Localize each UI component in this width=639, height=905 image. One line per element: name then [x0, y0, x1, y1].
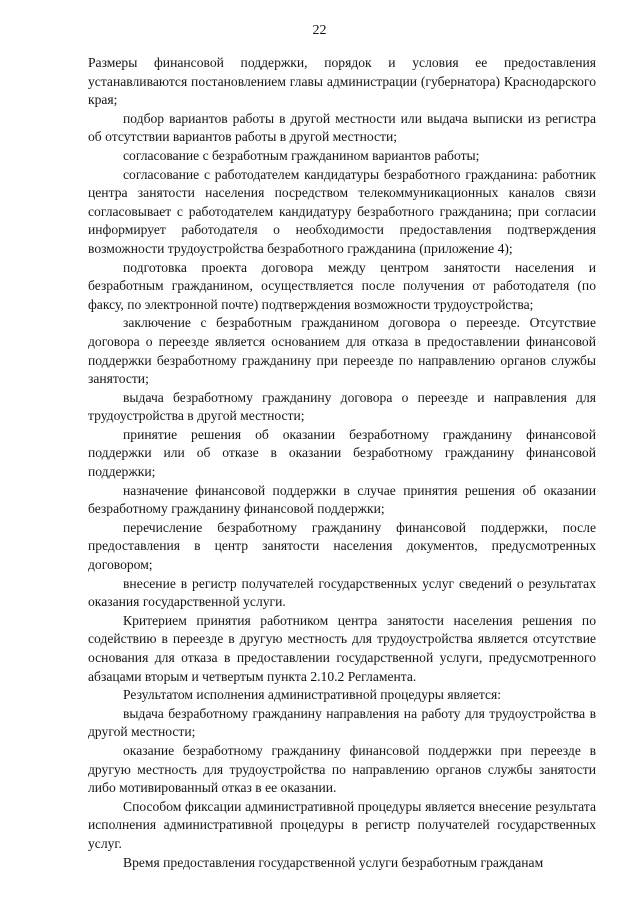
paragraph: Критерием принятия работником центра занятости населения решения по содействию в переезде в другую местность для трудоустройства является отсутствие основания для отказа в предоставлении государственной услуги, предусмотренного абзацами вторым и четвертым пункта 2.10.2 Регламента.	[88, 612, 596, 684]
paragraph: Результатом исполнения административной процедуры является:	[123, 687, 502, 703]
paragraph: выдача безработному гражданину направления на работу для трудоустройства в другой местности;	[88, 705, 596, 740]
paragraph: подбор вариантов работы в другой местности или выдача выписки из регистра об отсутствии вариантов работы в другой местности;	[88, 110, 596, 145]
paragraph: Время предоставления государственной услуги безработным гражданам	[123, 854, 544, 870]
paragraph: оказание безработному гражданину финансовой поддержки при переезде в другую местность для трудоустройства по направлению органов службы занятости либо мотивированный отказ в ее оказании.	[88, 742, 596, 796]
paragraph: подготовка проекта договора между центром занятости населения и безработным гражданином, осуществляется после получения от работодателя (по факсу, по электронной почте) подтверждения возможности трудоустройства;	[88, 259, 596, 312]
paragraph: Способом фиксации административной процедуры является внесение результата исполнения административной процедуры в регистр получателей государственных услуг.	[88, 798, 596, 851]
document-body	[88, 54, 596, 872]
paragraph: назначение финансовой поддержки в случае принятия решения об оказании безработному гражданину финансовой поддержки;	[88, 482, 596, 517]
page-number: 22	[312, 23, 327, 38]
paragraph: внесение в регистр получателей государственных услуг сведений о результатах оказания государственной услуги.	[88, 575, 596, 610]
paragraph: согласование с безработным гражданином вариантов работы;	[123, 147, 480, 163]
paragraph: заключение с безработным гражданином договора о переезде. Отсутствие договора о переезде является основанием для отказа в предоставлении финансовой поддержки безработному гражданину при переезде по направлению органов службы занятости;	[88, 315, 596, 387]
paragraph: Размеры финансовой поддержки, порядок и условия ее предоставления устанавливаются постановлением главы администрации (губернатора) Краснодарского края;	[88, 55, 596, 108]
paragraph: принятие решения об оказании безработному гражданину финансовой поддержки или об отказе в оказании безработному гражданину финансовой поддержки;	[88, 426, 596, 480]
paragraph: согласование с работодателем кандидатуры безработного гражданина: работник центра занятости населения посредством телекоммуникационных каналов связи согласовывает с работодателем кандидатуру безработного гражданина; при согласии информирует работодателя о необходимости предоставления подтверждения возможности трудоустройства безработного гражданина (приложение 4);	[88, 166, 596, 256]
paragraph: перечисление безработному гражданину финансовой поддержки, после предоставления в центр занятости населения документов, предусмотренных договором;	[88, 519, 596, 573]
paragraph: выдача безработному гражданину договора о переезде и направления для трудоустройства в другой местности;	[88, 389, 596, 424]
